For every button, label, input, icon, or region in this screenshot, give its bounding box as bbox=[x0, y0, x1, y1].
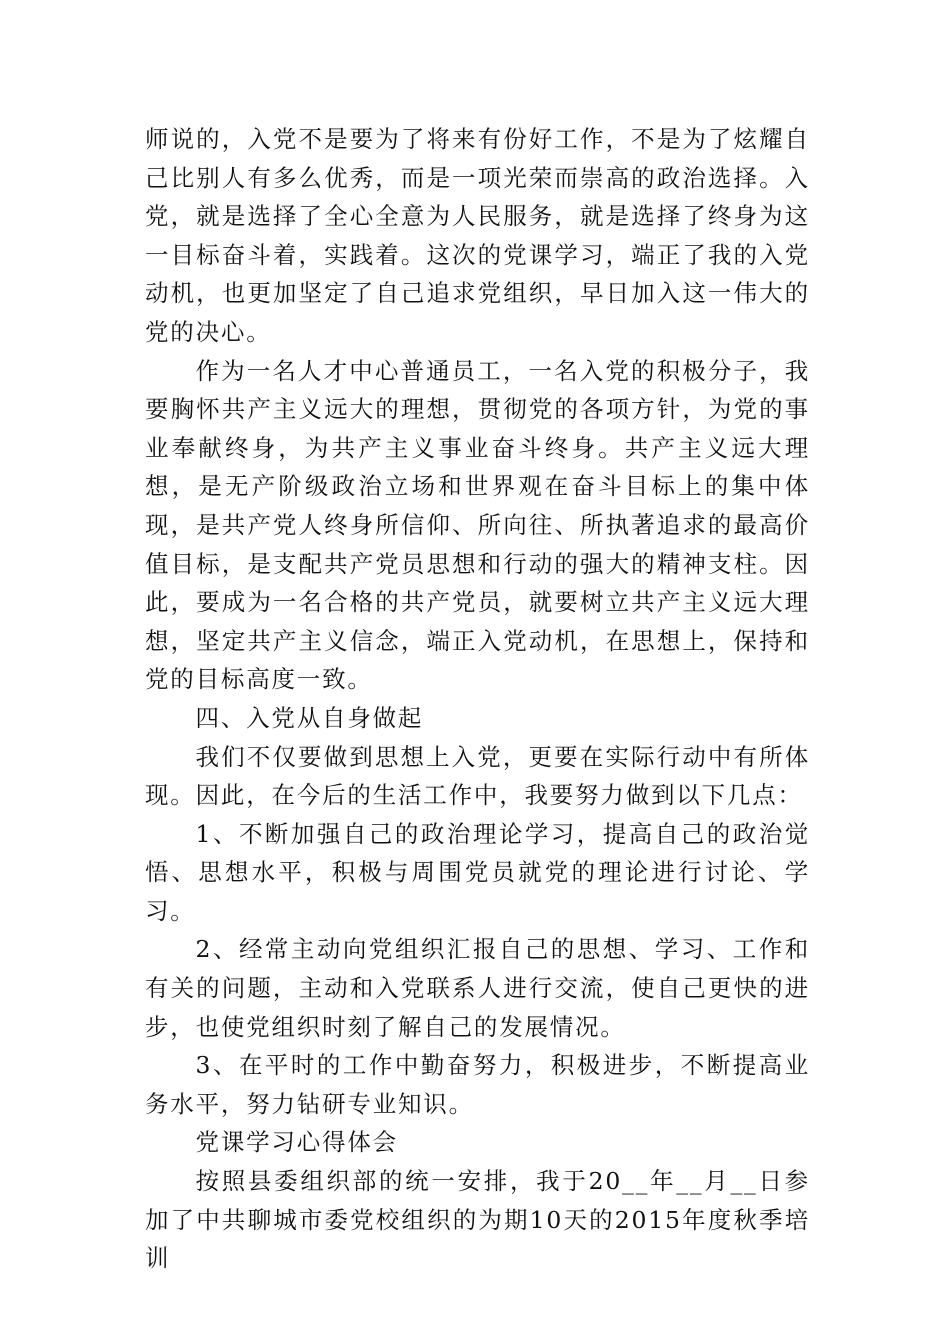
document-body bbox=[145, 120, 810, 1278]
list-item-3: 3、在平时的工作中勤奋努力，积极进步，不断提高业务水平，努力钻研专业知识。 bbox=[145, 1051, 810, 1118]
paragraph-2: 作为一名人才中心普通员工，一名入党的积极分子，我要胸怀共产主义远大的理想，贯彻党的各项方针，为党的事业奉献终身，为共产主义事业奋斗终身。共产主义远大理想，是无产阶级政治立场和世界观在奋斗目标上的集中体现，是共产党人终身所信仰、所向往、所执著追求的最高价值目标，是支配共产党员思想和行动的强大的精神支柱。因此，要成为一名合格的共产党员，就要树立共产主义远大理想，坚定共产主义信念，端正入党动机，在思想上，保持和党的目标高度一致。 bbox=[145, 356, 810, 694]
article-title: 党课学习心得体会 bbox=[195, 1128, 398, 1157]
section-heading-4: 四、入党从自身做起 bbox=[195, 703, 424, 732]
list-item-1: 1、不断加强自己的政治理论学习，提高自己的政治觉悟、思想水平，积极与周围党员就党的理论进行讨论、学习。 bbox=[145, 819, 810, 925]
paragraph-4: 按照县委组织部的统一安排，我于20__年__月__日参加了中共聊城市委党校组织的为期10天的2015年度秋季培训 bbox=[145, 1167, 810, 1273]
paragraph-1: 师说的，入党不是要为了将来有份好工作，不是为了炫耀自己比别人有多么优秀，而是一项光荣而崇高的政治选择。入党，就是选择了全心全意为人民服务，就是选择了终身为这一目标奋斗着，实践着。这次的党课学习，端正了我的入党动机，也更加坚定了自己追求党组织，早日加入这一伟大的党的决心。 bbox=[145, 125, 810, 346]
paragraph-3: 我们不仅要做到思想上入党，更要在实际行动中有所体现。因此，在今后的生活工作中，我要努力做到以下几点： bbox=[145, 742, 810, 810]
list-item-2: 2、经常主动向党组织汇报自己的思想、学习、工作和有关的问题，主动和入党联系人进行交流，使自己更快的进步，也使党组织时刻了解自己的发展情况。 bbox=[145, 935, 810, 1041]
